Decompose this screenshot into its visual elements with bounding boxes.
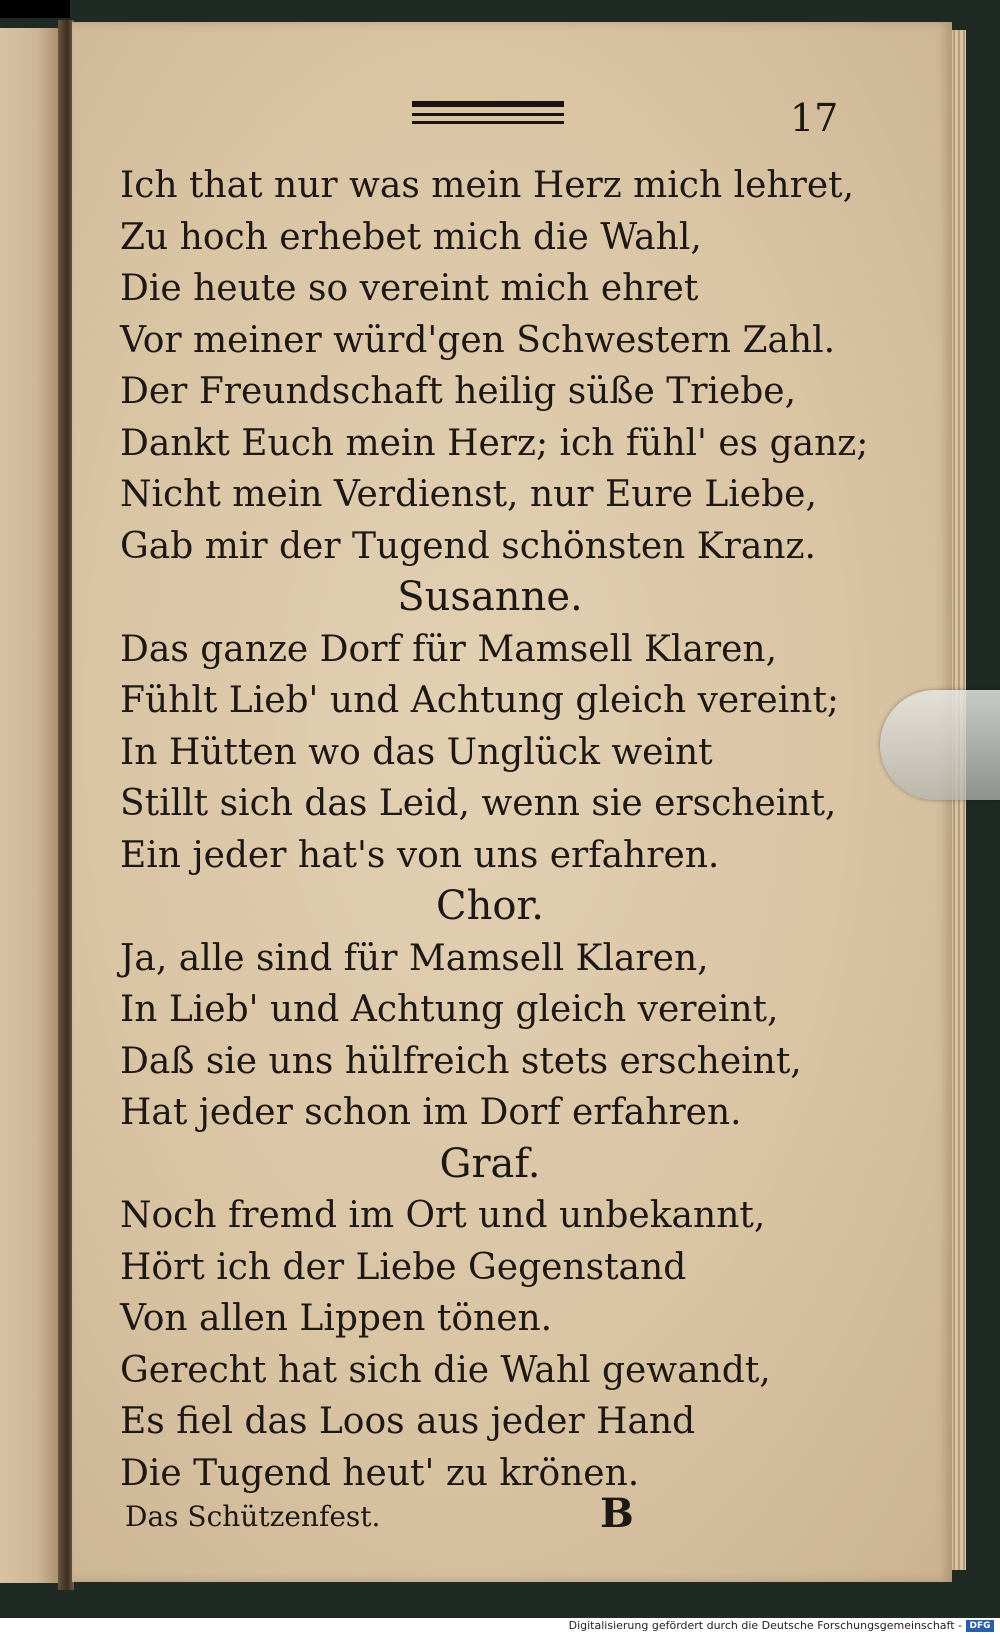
verse-line: Hört ich der Liebe Gegenstand: [120, 1246, 687, 1288]
footer-title: Das Schützenfest.: [125, 1500, 381, 1533]
verse-line: Dankt Euch mein Herz; ich fühl' es ganz;: [120, 422, 869, 464]
scan-corner-mark: [0, 0, 70, 18]
verse-line: Daß sie uns hülfreich stets erscheint,: [120, 1040, 802, 1082]
verse-line: Gab mir der Tugend schönsten Kranz.: [120, 525, 816, 567]
verse-line: Der Freundschaft heilig süße Triebe,: [120, 371, 797, 412]
verse-line: Es fiel das Loos aus jeder Hand: [120, 1401, 696, 1442]
header-rule: [412, 101, 564, 107]
verse-line: Nicht mein Verdienst, nur Eure Liebe,: [120, 474, 817, 515]
verse-line: Gerecht hat sich die Wahl gewandt,: [120, 1349, 771, 1391]
header-rule: [412, 121, 564, 124]
verse-line: Ich that nur was mein Herz mich lehret,: [120, 165, 855, 206]
credit-bar: [0, 1618, 1000, 1635]
verse-line: In Hütten wo das Unglück weint: [120, 731, 713, 773]
verse-line: Fühlt Lieb' und Achtung gleich vereint;: [120, 680, 840, 721]
speaker-name: Chor.: [436, 883, 544, 929]
verse-line: Von allen Lippen tönen.: [120, 1298, 553, 1339]
credit-text: Digitalisierung gefördert durch die Deutsche Forschungsgemeinschaft -: [568, 1619, 962, 1632]
verse-line: Stillt sich das Leid, wenn sie erscheint,: [120, 783, 837, 824]
header-rule: [412, 113, 564, 116]
verse-line: Hat jeder schon im Dorf erfahren.: [120, 1092, 742, 1133]
verse-line: Die heute so vereint mich ehret: [120, 268, 699, 309]
verse-line: Ein jeder hat's von uns erfahren.: [120, 834, 720, 876]
verse-line: Das ganze Dorf für Mamsell Klaren,: [120, 628, 778, 670]
page-clip: [880, 690, 1000, 800]
verse-line: Noch fremd im Ort und unbekannt,: [120, 1195, 766, 1236]
verse-line: Vor meiner würd'gen Schwestern Zahl.: [120, 319, 836, 361]
poem-text: [100, 160, 880, 1499]
speaker-name: Susanne.: [397, 574, 583, 620]
dfg-logo: DFG: [966, 1620, 994, 1632]
page-number: 17: [790, 96, 839, 140]
verse-line: Die Tugend heut' zu krönen.: [120, 1452, 640, 1494]
verse-line: Zu hoch erhebet mich die Wahl,: [120, 216, 702, 258]
verse-line: In Lieb' und Achtung gleich vereint,: [120, 989, 779, 1030]
verse-line: Ja, alle sind für Mamsell Klaren,: [120, 937, 709, 979]
signature-mark: B: [600, 1490, 634, 1537]
speaker-name: Graf.: [439, 1140, 541, 1187]
facing-page-edge: [0, 28, 62, 1583]
